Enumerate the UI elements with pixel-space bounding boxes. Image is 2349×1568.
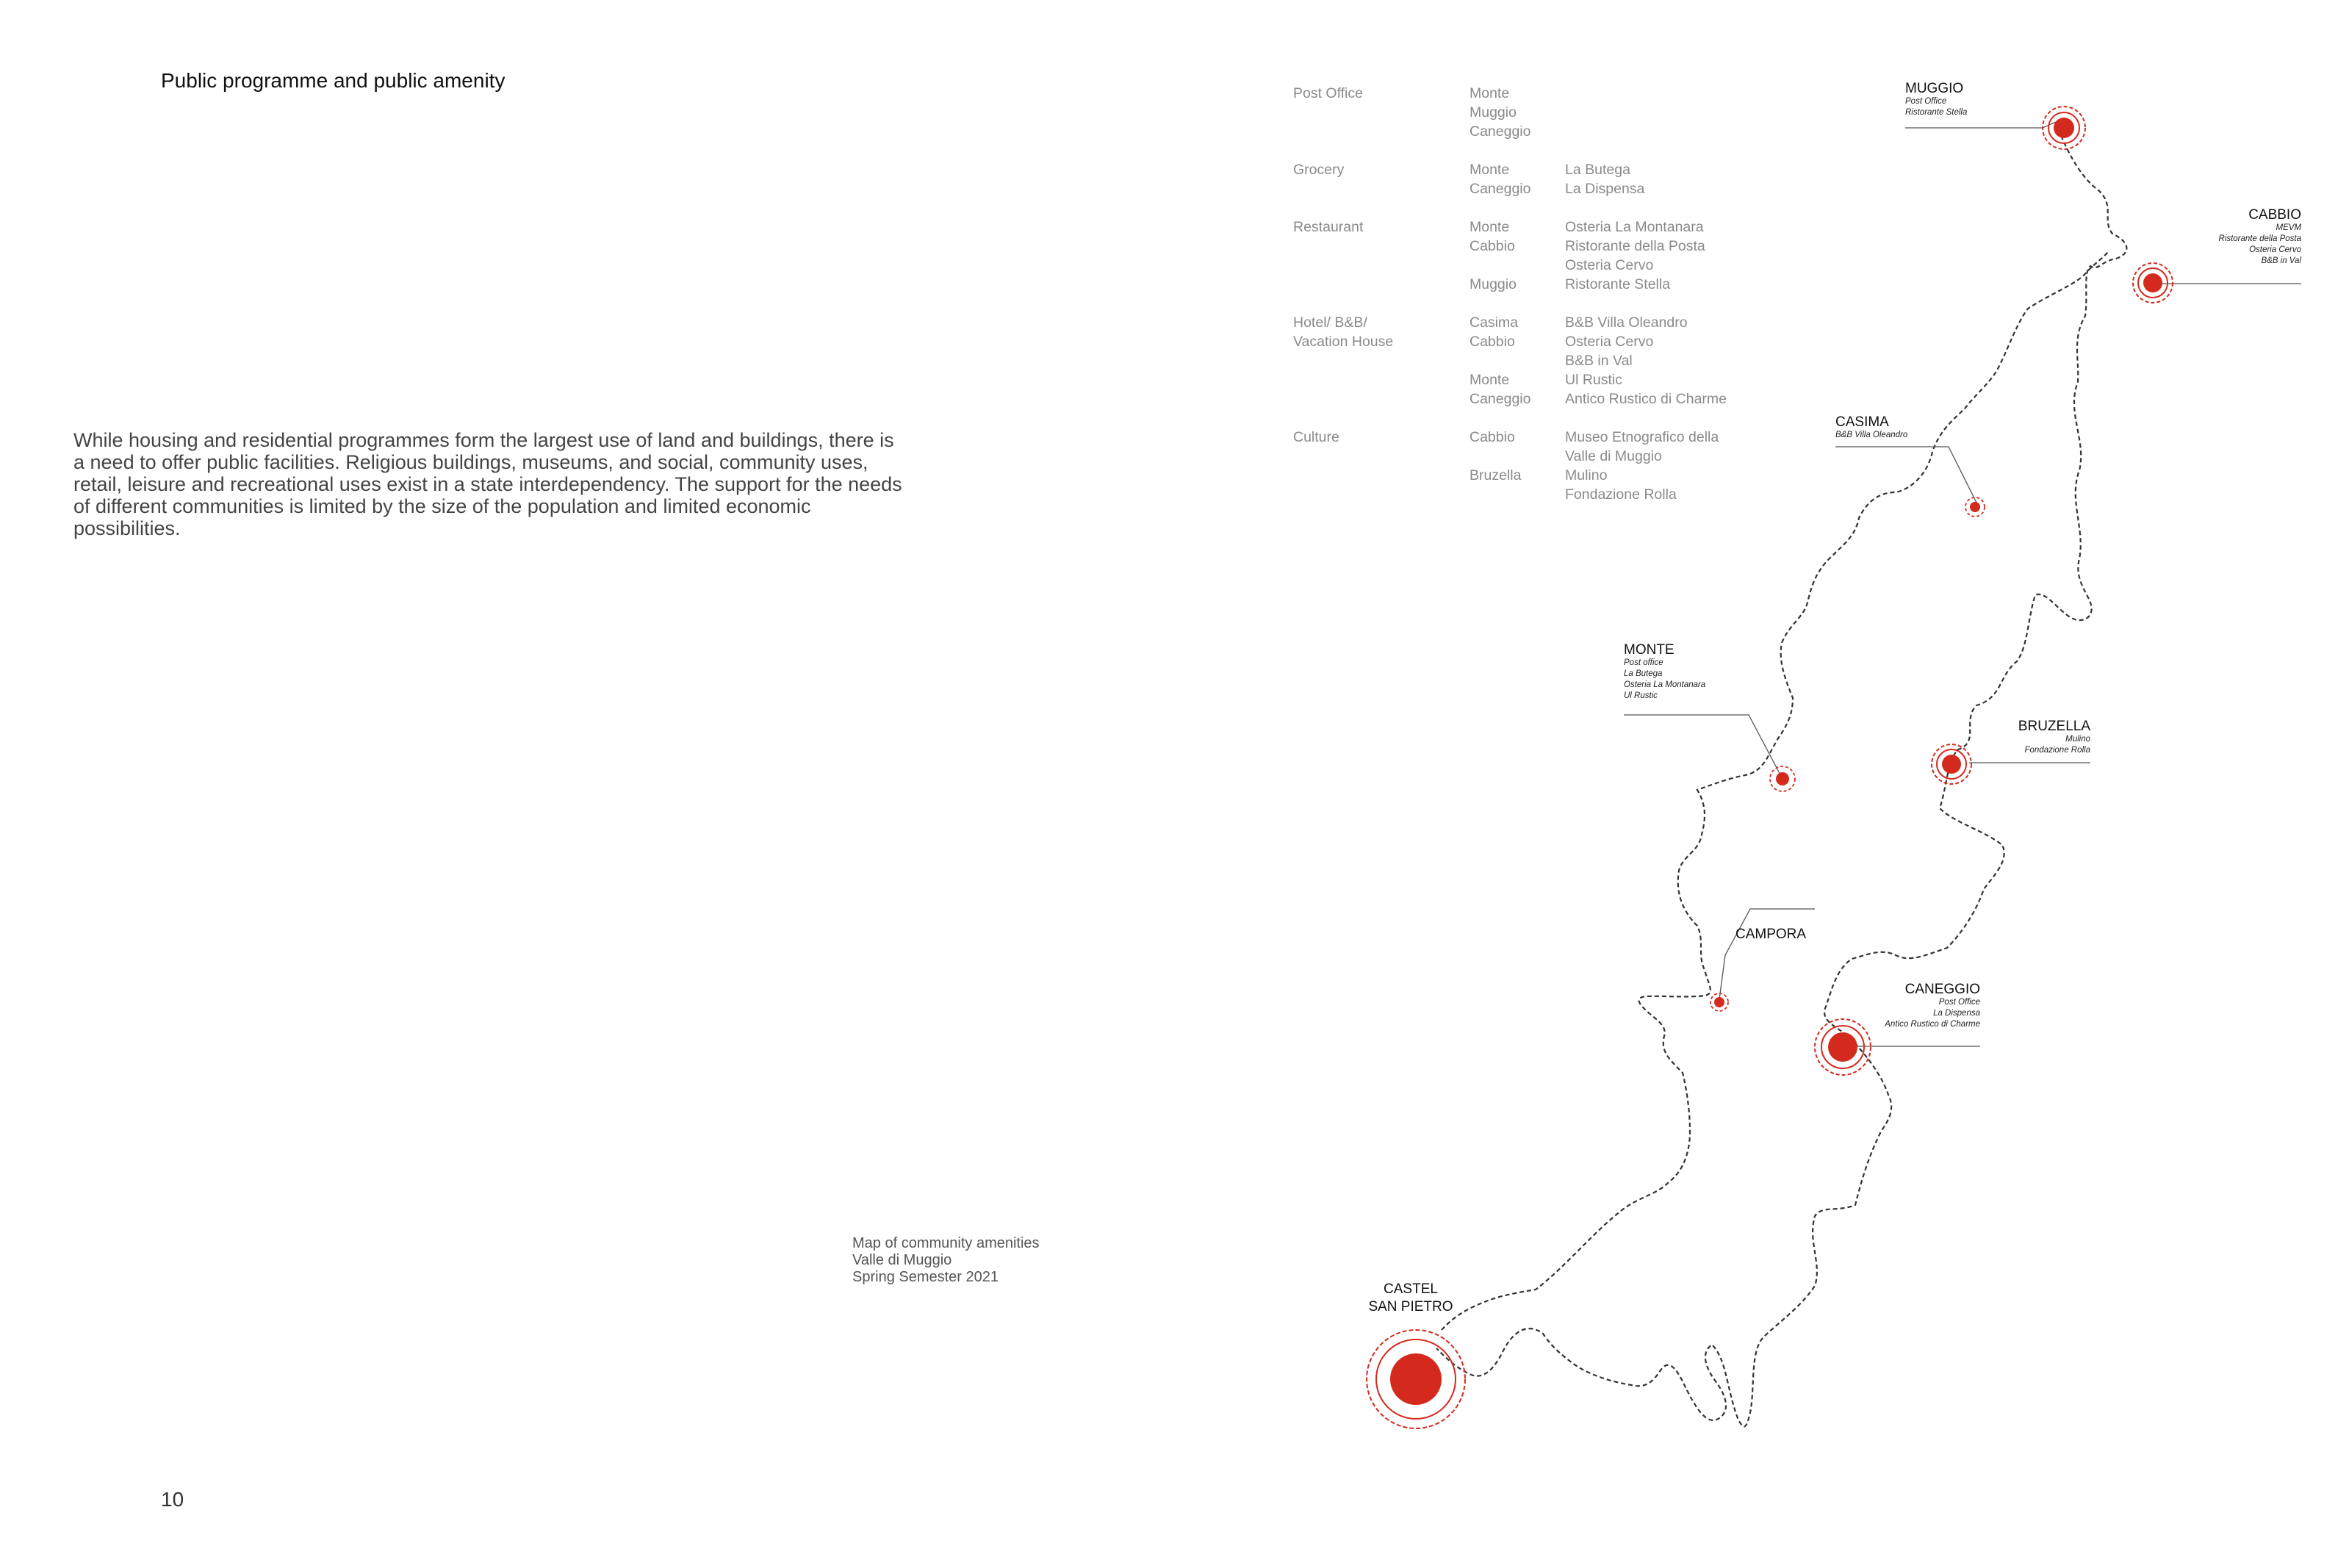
place-label: B&B Villa Oleandro <box>1565 314 1688 331</box>
caption-line: Valle di Muggio <box>852 1252 952 1268</box>
place-label: Museo Etnografico della <box>1565 429 1719 445</box>
category-label: Vacation House <box>1293 334 1394 350</box>
bruzella-label <box>2018 719 2091 755</box>
casima-label <box>1835 414 1908 439</box>
amenity-label: Osteria La Montanara <box>1624 680 1706 689</box>
amenity-label: Antico Rustico di Charme <box>1885 1020 1980 1029</box>
category-label: Hotel/ B&B/ <box>1293 314 1367 331</box>
village-name: MONTE <box>1624 642 1674 658</box>
village-name: CABBIO <box>2248 207 2301 223</box>
cabbio-label <box>2218 207 2301 265</box>
place-label: Valle di Muggio <box>1565 448 1662 464</box>
village-label: Muggio <box>1470 276 1517 292</box>
place-label: Mulino <box>1565 467 1608 483</box>
place-label: Osteria Cervo <box>1565 334 1654 350</box>
place-label: Ul Rustic <box>1565 372 1623 388</box>
place-label: Fondazione Rolla <box>1565 486 1677 503</box>
village-label: Muggio <box>1470 104 1517 121</box>
category-label: Post Office <box>1293 85 1364 101</box>
village-name: MUGGIO <box>1905 81 1964 96</box>
village-markers <box>1367 107 2173 1428</box>
village-name: CANEGGIO <box>1904 982 1980 997</box>
village-label: Cabbio <box>1470 238 1515 254</box>
village-label: Monte <box>1470 372 1510 388</box>
village-name: BRUZELLA <box>2018 719 2090 734</box>
amenity-label: Osteria Cervo <box>2249 245 2301 254</box>
amenity-label: La Dispensa <box>1933 1009 1980 1018</box>
amenity-label: B&B in Val <box>2261 256 2301 265</box>
place-label: B&B in Val <box>1565 353 1633 369</box>
page-number: 10 <box>161 1488 184 1511</box>
amenity-label: Ristorante Stella <box>1905 108 1968 117</box>
amenity-label: La Butega <box>1624 669 1663 678</box>
caneggio-marker <box>1815 1019 1871 1075</box>
place-label: Osteria La Montanara <box>1565 219 1704 235</box>
caption-line: Map of community amenities <box>852 1235 1040 1251</box>
village-name: CASTEL <box>1384 1281 1438 1297</box>
village-label: Monte <box>1470 85 1510 101</box>
amenity-label: Fondazione Rolla <box>2024 746 2090 755</box>
cabbio-marker <box>2133 263 2173 303</box>
caneggio-label <box>1884 982 1980 1029</box>
village-label: Caneggio <box>1470 391 1531 407</box>
village-label: Cabbio <box>1470 334 1515 350</box>
amenity-label: MEVM <box>2276 223 2301 232</box>
village-label: Monte <box>1470 162 1510 178</box>
castel-san-pietro-label <box>1368 1281 1453 1315</box>
page-title: Public programme and public amenity <box>161 69 506 92</box>
amenity-label: Post office <box>1624 658 1663 667</box>
place-label: Ristorante della Posta <box>1565 238 1705 254</box>
muggio-label <box>1905 81 1967 117</box>
amenity-label: Mulino <box>2065 735 2090 744</box>
village-name: CASIMA <box>1835 414 1889 430</box>
category-label: Grocery <box>1293 162 1345 178</box>
muggio-marker <box>2043 107 2085 149</box>
amenity-label: Ristorante della Posta <box>2218 234 2301 243</box>
amenity-label: Post Office <box>1905 97 1947 106</box>
monte-marker <box>1770 766 1795 791</box>
place-label: Ristorante Stella <box>1565 276 1671 292</box>
village-label: Monte <box>1470 219 1510 235</box>
amenity-label: Post Office <box>1938 998 1980 1007</box>
campora-label <box>1735 927 1806 942</box>
village-label: Casima <box>1470 314 1519 331</box>
category-label: Culture <box>1293 429 1339 445</box>
village-label: Caneggio <box>1470 181 1531 197</box>
category-label: Restaurant <box>1293 219 1364 235</box>
village-name: SAN PIETRO <box>1368 1299 1453 1315</box>
body-paragraph: While housing and residential programmes form the largest use of land and buildings, there is a need to offer public facilities. Religious buildings, museums, and social, community uses, retail, leisure and recreational uses exist in a state interdependency. The support for the needs of different communities is limited by the size of the population and limited economic possibilities. <box>73 429 902 539</box>
place-label: La Dispensa <box>1565 181 1645 197</box>
monte-label <box>1624 642 1705 700</box>
caption-line: Spring Semester 2021 <box>852 1269 999 1285</box>
valley-outline <box>1442 250 2109 1330</box>
village-name: CAMPORA <box>1735 927 1807 942</box>
bruzella-marker <box>1932 744 1971 784</box>
leader-lines <box>1624 122 2301 1046</box>
castel-san-pietro-marker <box>1367 1330 1465 1428</box>
village-label: Bruzella <box>1470 467 1522 483</box>
place-label: La Butega <box>1565 162 1630 178</box>
place-label: Antico Rustico di Charme <box>1565 391 1727 407</box>
village-label: Caneggio <box>1470 123 1531 140</box>
place-label: Osteria Cervo <box>1565 257 1654 273</box>
village-label: Cabbio <box>1470 429 1515 445</box>
amenity-label: B&B Villa Oleandro <box>1835 431 1908 439</box>
amenity-label: Ul Rustic <box>1624 691 1658 700</box>
